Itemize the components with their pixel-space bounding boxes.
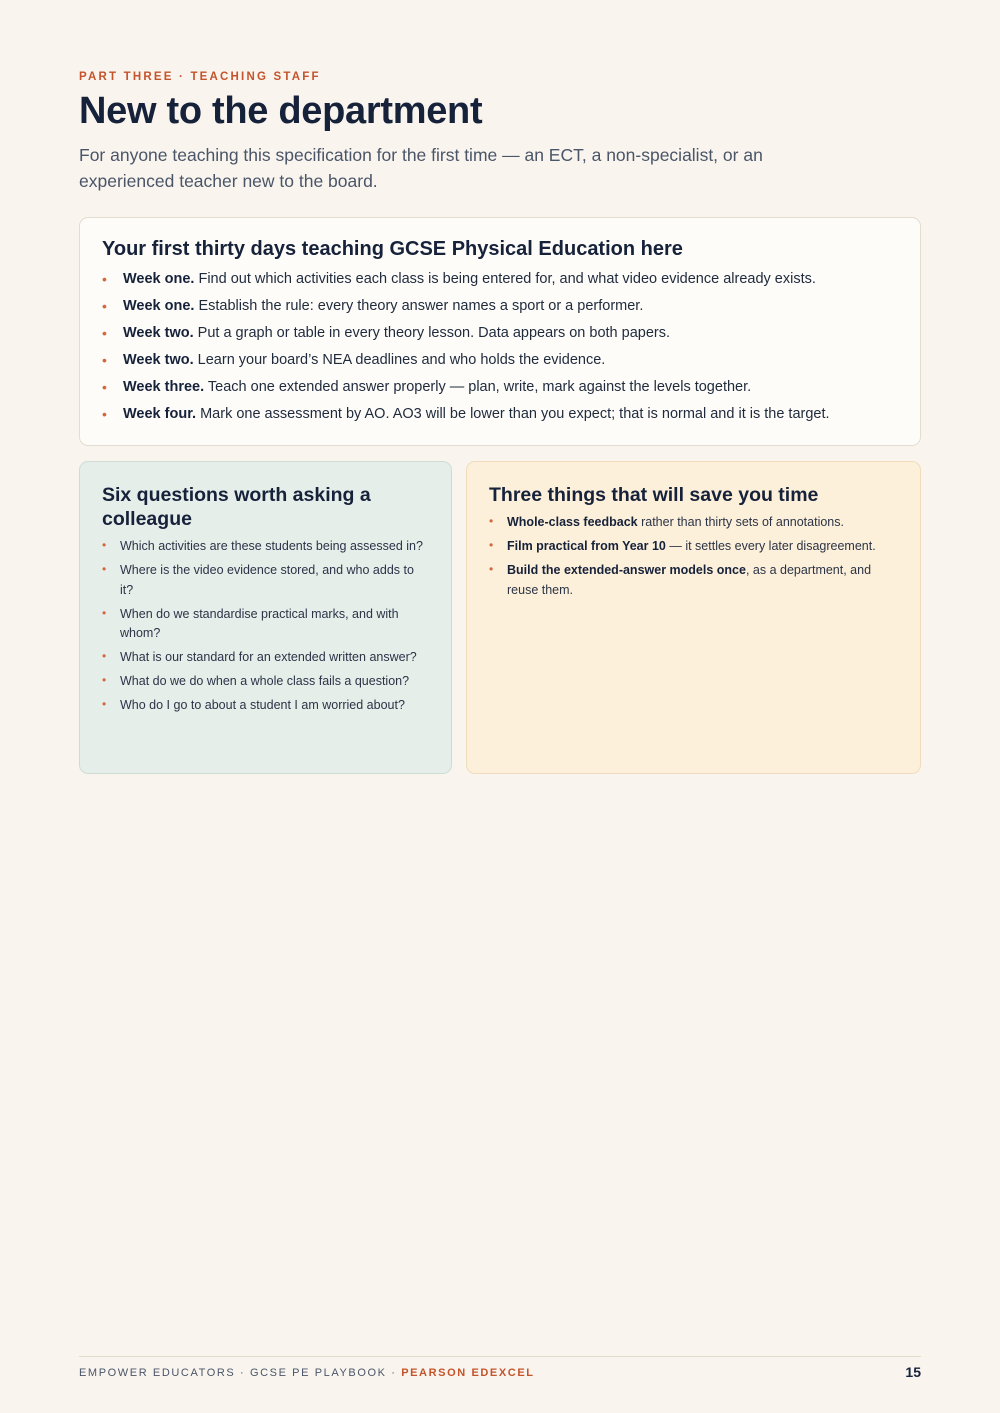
item-text: Learn your board’s NEA deadlines and who holds the evidence. [193,352,606,368]
bullet-icon: • [102,406,107,422]
list-item [489,561,898,600]
page [79,0,921,1413]
item-text: When do we standardise practical marks, and with whom? [120,606,399,640]
item-lead: Week three. [123,379,205,395]
list-item [102,320,898,347]
bullet-icon: • [489,538,494,552]
bullet-icon: • [102,325,107,341]
item-text: Who do I go to about a student I am worried about? [120,698,405,712]
list-item [102,374,898,401]
time-savers-heading: Three things that will save you time [489,484,819,506]
bullet-icon: • [489,562,494,576]
bullet-icon: • [102,673,107,687]
section-eyebrow: PART THREE · TEACHING STAFF [79,71,321,83]
bullet-icon: • [102,562,107,576]
first-thirty-days-heading: Your first thirty days teaching GCSE Physical Education here [102,238,683,260]
footer-playbook: GCSE PE PLAYBOOK [249,1367,387,1379]
time-savers-card [466,461,921,774]
list-item [102,561,429,600]
item-text: What is our standard for an extended written answer? [120,650,417,664]
item-lead: Week four. [123,406,197,422]
item-text: Establish the rule: every theory answer names a sport or a performer. [194,298,644,314]
footer-running-title [79,1367,535,1379]
item-text: , as a department, and reuse them. [507,563,872,597]
item-lead: Film practical from Year 10 [507,539,666,553]
footer-divider [79,1356,921,1357]
item-text: Mark one assessment by AO. AO3 will be lower than you expect; that is normal and it is the target. [196,406,830,422]
list-item [489,513,898,533]
bullet-icon: • [102,538,107,552]
item-lead: Build the extended-answer models once [507,563,746,577]
item-text: What do we do when a whole class fails a question? [120,674,410,688]
page-lede: For anyone teaching this specification for the first time — an ECT, a non-specialist, or an experienced teacher new to the board. [79,145,763,191]
item-text: rather than thirty sets of annotations. [637,515,844,529]
bullet-icon: • [489,514,494,528]
item-lead: Week one. [123,298,195,314]
bullet-icon: • [102,697,107,711]
item-text: Put a graph or table in every theory lesson. Data appears on both papers. [193,325,671,341]
bullet-icon: • [102,298,107,314]
first-thirty-days-list [102,266,898,428]
time-savers-list [489,513,898,600]
page-number: 15 [905,1364,921,1380]
list-item [102,401,898,428]
list-item [102,648,429,668]
bullet-icon: • [102,352,107,368]
item-lead: Week two. [123,352,194,368]
footer-board: PEARSON EDEXCEL [401,1367,535,1379]
item-text: — it settles every later disagreement. [665,539,876,553]
item-lead: Week one. [123,271,195,287]
list-item [102,537,429,557]
footer-separator: · [386,1367,402,1379]
list-item [102,605,429,644]
colleague-questions-heading: Six questions worth asking a colleague [102,484,371,530]
footer-publisher: EMPOWER EDUCATORS [79,1367,236,1379]
list-item [102,266,898,293]
bullet-icon: • [102,649,107,663]
item-text: Teach one extended answer properly — plan, write, mark against the levels together. [204,379,752,395]
item-text: Find out which activities each class is being entered for, and what video evidence already exists. [194,271,816,287]
item-text: Which activities are these students being assessed in? [120,539,423,553]
page-title: New to the department [79,90,483,132]
list-item [102,696,429,716]
footer-separator: · [235,1367,250,1379]
list-item [489,537,898,557]
list-item [102,293,898,320]
bullet-icon: • [102,379,107,395]
item-text: Where is the video evidence stored, and who adds to it? [120,563,414,597]
colleague-questions-list [102,537,429,716]
list-item [102,347,898,374]
bullet-icon: • [102,605,107,620]
item-lead: Week two. [123,325,194,341]
bullet-icon: • [102,271,107,287]
colleague-questions-card [79,461,452,774]
item-lead: Whole-class feedback [507,515,638,529]
list-item [102,672,429,692]
first-thirty-days-card [79,217,921,446]
